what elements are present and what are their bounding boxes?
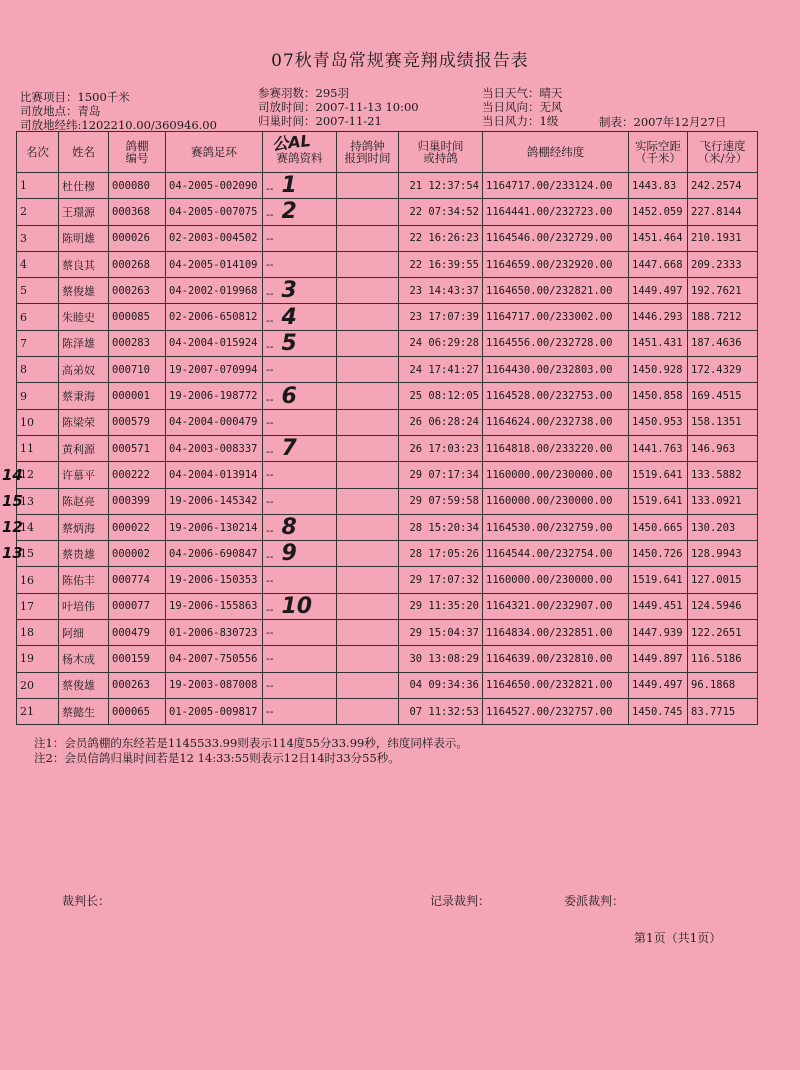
info-cell: -- xyxy=(263,672,337,698)
made-date-label: 制表：2007年12月27日 xyxy=(599,115,727,129)
coords-cell: 1164659.00/232920.00 xyxy=(483,251,629,277)
wind-direction-label: 当日风向：无风 xyxy=(482,100,563,114)
ring-cell: 04-2004-015924 xyxy=(166,330,263,356)
coords-cell: 1164639.00/232810.00 xyxy=(483,646,629,672)
speed-cell: 116.5186 xyxy=(688,646,758,672)
arrival-time-cell: 28 17:05:26 xyxy=(399,541,483,567)
coords-cell: 1164527.00/232757.00 xyxy=(483,698,629,724)
table-row xyxy=(17,646,758,672)
arrival-time-cell: 25 08:12:05 xyxy=(399,383,483,409)
rank-cell: 15 xyxy=(17,541,59,567)
ring-cell: 04-2004-000479 xyxy=(166,409,263,435)
clock-cell xyxy=(337,646,399,672)
info-cell: -- 10 xyxy=(263,593,337,619)
distance-cell: 1450.858 xyxy=(629,383,688,409)
speed-cell: 122.2651 xyxy=(688,620,758,646)
clock-cell xyxy=(337,593,399,619)
distance-cell: 1447.939 xyxy=(629,620,688,646)
coords-cell: 1164650.00/232821.00 xyxy=(483,672,629,698)
header-handwriting: 公AL xyxy=(271,131,312,154)
speed-cell: 210.1931 xyxy=(688,225,758,251)
info-cell: -- xyxy=(263,225,337,251)
notes xyxy=(34,736,468,766)
name-cell: 陈赵亮 xyxy=(59,488,109,514)
ring-cell: 19-2006-150353 xyxy=(166,567,263,593)
rank-cell: 19 xyxy=(17,646,59,672)
info-cell: -- xyxy=(263,620,337,646)
info-cell: -- xyxy=(263,488,337,514)
loft-cell: 000774 xyxy=(109,567,166,593)
distance-cell: 1451.431 xyxy=(629,330,688,356)
rank-cell: 8 xyxy=(17,357,59,383)
rank-cell: 13 xyxy=(17,488,59,514)
clock-cell xyxy=(337,225,399,251)
speed-cell: 83.7715 xyxy=(688,698,758,724)
report-title: 07秋青岛常规赛竞翔成绩报告表 xyxy=(271,51,529,71)
arrival-time-cell: 23 14:43:37 xyxy=(399,278,483,304)
left-handwriting-2: 15 xyxy=(2,492,23,510)
loft-cell: 000080 xyxy=(109,173,166,199)
rank-cell: 17 xyxy=(17,593,59,619)
distance-cell: 1446.293 xyxy=(629,304,688,330)
distance-cell: 1519.641 xyxy=(629,567,688,593)
loft-cell: 000710 xyxy=(109,357,166,383)
table-row xyxy=(17,330,758,356)
ring-cell: 04-2002-019968 xyxy=(166,278,263,304)
speed-cell: 96.1868 xyxy=(688,672,758,698)
wind-force-label: 当日风力：1级 xyxy=(482,114,559,128)
distance-cell: 1447.668 xyxy=(629,251,688,277)
chief-judge-label: 裁判长： xyxy=(62,894,111,908)
handwritten-rank: 3 xyxy=(281,278,297,304)
arrival-time-cell: 30 13:08:29 xyxy=(399,646,483,672)
name-cell: 陈梁荣 xyxy=(59,409,109,435)
info-cell: -- 2 xyxy=(263,199,337,225)
info-cell: -- xyxy=(263,357,337,383)
info-cell: -- 9 xyxy=(263,541,337,567)
info-cell: -- 1 xyxy=(263,173,337,199)
info-cell: -- 5 xyxy=(263,330,337,356)
speed-cell: 209.2333 xyxy=(688,251,758,277)
distance-cell: 1449.451 xyxy=(629,593,688,619)
rank-cell: 6 xyxy=(17,304,59,330)
table-row xyxy=(17,251,758,277)
rank-cell: 7 xyxy=(17,330,59,356)
distance-cell: 1450.745 xyxy=(629,698,688,724)
clock-cell xyxy=(337,304,399,330)
clock-cell xyxy=(337,173,399,199)
ring-cell: 04-2003-008337 xyxy=(166,435,263,461)
name-cell: 许慕平 xyxy=(59,462,109,488)
rank-cell: 10 xyxy=(17,409,59,435)
speed-cell: 172.4329 xyxy=(688,357,758,383)
loft-cell: 000268 xyxy=(109,251,166,277)
clock-cell xyxy=(337,541,399,567)
speed-cell: 127.0015 xyxy=(688,567,758,593)
header-clock: 持鸽钟 报到时间 xyxy=(337,132,399,173)
clock-cell xyxy=(337,672,399,698)
arrival-time-cell: 29 07:59:58 xyxy=(399,488,483,514)
distance-cell: 1443.83 xyxy=(629,173,688,199)
coords-cell: 1164650.00/232821.00 xyxy=(483,278,629,304)
loft-cell: 000026 xyxy=(109,225,166,251)
clock-cell xyxy=(337,278,399,304)
left-handwriting-4: 13 xyxy=(2,544,23,562)
info-cell: -- xyxy=(263,409,337,435)
release-place-label: 司放地点：青岛 xyxy=(20,104,101,118)
speed-cell: 146.963 xyxy=(688,435,758,461)
name-cell: 阿细 xyxy=(59,620,109,646)
results-table xyxy=(16,131,758,725)
rank-cell: 12 xyxy=(17,462,59,488)
ring-cell: 19-2006-145342 xyxy=(166,488,263,514)
table-row xyxy=(17,357,758,383)
ring-cell: 04-2004-013914 xyxy=(166,462,263,488)
arrival-time-cell: 22 16:39:55 xyxy=(399,251,483,277)
info-block-right xyxy=(482,86,563,128)
info-cell: -- 3 xyxy=(263,278,337,304)
speed-cell: 242.2574 xyxy=(688,173,758,199)
speed-cell: 188.7212 xyxy=(688,304,758,330)
loft-cell: 000368 xyxy=(109,199,166,225)
loft-cell: 000263 xyxy=(109,278,166,304)
arrival-time-cell: 29 17:07:32 xyxy=(399,567,483,593)
name-cell: 朱睦史 xyxy=(59,304,109,330)
name-cell: 蔡秉海 xyxy=(59,383,109,409)
table-row xyxy=(17,541,758,567)
header-distance: 实际空距 （千米） xyxy=(629,132,688,173)
coords-cell: 1164624.00/232738.00 xyxy=(483,409,629,435)
clock-cell xyxy=(337,514,399,540)
info-cell: -- 6 xyxy=(263,383,337,409)
loft-cell: 000283 xyxy=(109,330,166,356)
speed-cell: 128.9943 xyxy=(688,541,758,567)
weather-label: 当日天气：晴天 xyxy=(482,86,563,100)
clock-cell xyxy=(337,251,399,277)
speed-cell: 227.8144 xyxy=(688,199,758,225)
event-label: 比赛项目：1500千米 xyxy=(20,90,130,104)
info-cell: -- xyxy=(263,462,337,488)
left-handwriting-1: 14 xyxy=(2,466,23,484)
coords-cell: 1160000.00/230000.00 xyxy=(483,462,629,488)
distance-cell: 1450.953 xyxy=(629,409,688,435)
ring-cell: 02-2006-650812 xyxy=(166,304,263,330)
name-cell: 蔡俊雄 xyxy=(59,672,109,698)
distance-cell: 1449.497 xyxy=(629,278,688,304)
distance-cell: 1519.641 xyxy=(629,462,688,488)
handwritten-rank: 6 xyxy=(281,383,297,409)
header-arrival: 归巢时间 或持鸽 xyxy=(399,132,483,173)
distance-cell: 1452.059 xyxy=(629,199,688,225)
loft-cell: 000399 xyxy=(109,488,166,514)
loft-cell: 000579 xyxy=(109,409,166,435)
table-row xyxy=(17,514,758,540)
coords-cell: 1160000.00/230000.00 xyxy=(483,567,629,593)
distance-cell: 1450.665 xyxy=(629,514,688,540)
rank-cell: 11 xyxy=(17,435,59,461)
handwritten-rank: 5 xyxy=(281,330,297,356)
coords-cell: 1164441.00/232723.00 xyxy=(483,199,629,225)
coords-cell: 1164530.00/232759.00 xyxy=(483,514,629,540)
return-time-label: 归巢时间：2007-11-21 xyxy=(258,114,382,128)
name-cell: 陈佑丰 xyxy=(59,567,109,593)
name-cell: 杨木成 xyxy=(59,646,109,672)
coords-cell: 1164528.00/232753.00 xyxy=(483,383,629,409)
note-2: 注2：会员信鸽归巢时间若是12 14:33:55则表示12日14时33分55秒。 xyxy=(34,751,400,765)
handwritten-rank: 1 xyxy=(281,173,297,199)
ring-cell: 04-2006-690847 xyxy=(166,541,263,567)
loft-cell: 000479 xyxy=(109,620,166,646)
clock-cell xyxy=(337,357,399,383)
name-cell: 蔡炳海 xyxy=(59,514,109,540)
ring-cell: 04-2005-002090 xyxy=(166,173,263,199)
table-header-row xyxy=(17,132,758,173)
speed-cell: 158.1351 xyxy=(688,409,758,435)
name-cell: 黄利源 xyxy=(59,435,109,461)
arrival-time-cell: 22 16:26:23 xyxy=(399,225,483,251)
arrival-time-cell: 29 07:17:34 xyxy=(399,462,483,488)
arrival-time-cell: 24 17:41:27 xyxy=(399,357,483,383)
handwritten-rank: 2 xyxy=(281,199,297,225)
table-row xyxy=(17,620,758,646)
header-name: 姓名 xyxy=(59,132,109,173)
release-time-label: 司放时间：2007-11-13 10:00 xyxy=(258,100,419,114)
distance-cell: 1449.897 xyxy=(629,646,688,672)
rank-cell: 18 xyxy=(17,620,59,646)
coords-cell: 1164834.00/232851.00 xyxy=(483,620,629,646)
arrival-time-cell: 28 15:20:34 xyxy=(399,514,483,540)
table-row xyxy=(17,462,758,488)
arrival-time-cell: 07 11:32:53 xyxy=(399,698,483,724)
speed-cell: 169.4515 xyxy=(688,383,758,409)
ring-cell: 02-2003-004502 xyxy=(166,225,263,251)
rank-cell: 2 xyxy=(17,199,59,225)
ring-cell: 19-2006-198772 xyxy=(166,383,263,409)
loft-cell: 000159 xyxy=(109,646,166,672)
arrival-time-cell: 04 09:34:36 xyxy=(399,672,483,698)
table-row xyxy=(17,593,758,619)
rank-cell: 9 xyxy=(17,383,59,409)
speed-cell: 130.203 xyxy=(688,514,758,540)
info-cell: -- xyxy=(263,251,337,277)
header-speed: 飞行速度 （米/分） xyxy=(688,132,758,173)
speed-cell: 133.5882 xyxy=(688,462,758,488)
ring-cell: 04-2007-750556 xyxy=(166,646,263,672)
loft-cell: 000085 xyxy=(109,304,166,330)
handwritten-rank: 4 xyxy=(281,304,297,330)
name-cell: 蔡良其 xyxy=(59,251,109,277)
handwritten-rank: 10 xyxy=(281,593,313,619)
table-row xyxy=(17,304,758,330)
info-block-left xyxy=(20,90,217,132)
clock-cell xyxy=(337,462,399,488)
ring-cell: 04-2005-014109 xyxy=(166,251,263,277)
name-cell: 陈明雄 xyxy=(59,225,109,251)
distance-cell: 1451.464 xyxy=(629,225,688,251)
distance-cell: 1519.641 xyxy=(629,488,688,514)
header-rank: 名次 xyxy=(17,132,59,173)
name-cell: 王璟源 xyxy=(59,199,109,225)
info-cell: -- xyxy=(263,567,337,593)
coords-cell: 1164430.00/232803.00 xyxy=(483,357,629,383)
coords-cell: 1164544.00/232754.00 xyxy=(483,541,629,567)
speed-cell: 187.4636 xyxy=(688,330,758,356)
coords-cell: 1164818.00/233220.00 xyxy=(483,435,629,461)
table-row xyxy=(17,278,758,304)
table-row xyxy=(17,698,758,724)
table-row xyxy=(17,672,758,698)
ring-cell: 01-2006-830723 xyxy=(166,620,263,646)
clock-cell xyxy=(337,409,399,435)
arrival-time-cell: 24 06:29:28 xyxy=(399,330,483,356)
arrival-time-cell: 21 12:37:54 xyxy=(399,173,483,199)
arrival-time-cell: 29 11:35:20 xyxy=(399,593,483,619)
distance-cell: 1441.763 xyxy=(629,435,688,461)
distance-cell: 1449.497 xyxy=(629,672,688,698)
arrival-time-cell: 23 17:07:39 xyxy=(399,304,483,330)
name-cell: 杜仕穆 xyxy=(59,173,109,199)
clock-cell xyxy=(337,199,399,225)
name-cell: 蔡懿生 xyxy=(59,698,109,724)
arrival-time-cell: 26 06:28:24 xyxy=(399,409,483,435)
loft-cell: 000002 xyxy=(109,541,166,567)
ring-cell: 19-2003-087008 xyxy=(166,672,263,698)
recorder-judge-label: 记录裁判： xyxy=(430,894,491,908)
handwritten-rank: 9 xyxy=(281,541,297,567)
table-row xyxy=(17,383,758,409)
coords-cell: 1164546.00/232729.00 xyxy=(483,225,629,251)
table-row xyxy=(17,409,758,435)
ring-cell: 04-2005-007075 xyxy=(166,199,263,225)
rank-cell: 4 xyxy=(17,251,59,277)
name-cell: 叶培伟 xyxy=(59,593,109,619)
ring-cell: 01-2005-009817 xyxy=(166,698,263,724)
clock-cell xyxy=(337,567,399,593)
info-cell: -- 8 xyxy=(263,514,337,540)
loft-cell: 000022 xyxy=(109,514,166,540)
header-loft: 鸽棚 编号 xyxy=(109,132,166,173)
name-cell: 蔡俊雄 xyxy=(59,278,109,304)
loft-cell: 000222 xyxy=(109,462,166,488)
name-cell: 蔡贵雄 xyxy=(59,541,109,567)
note-1: 注1：会员鸽棚的东经若是1145533.99则表示114度55分33.99秒，纬度同样表示。 xyxy=(34,736,468,750)
coords-cell: 1164717.00/233002.00 xyxy=(483,304,629,330)
rank-cell: 20 xyxy=(17,672,59,698)
table-row xyxy=(17,488,758,514)
clock-cell xyxy=(337,698,399,724)
coords-cell: 1164556.00/232728.00 xyxy=(483,330,629,356)
handwritten-rank: 7 xyxy=(281,436,297,462)
assigned-judge-label: 委派裁判： xyxy=(564,894,625,908)
clock-cell xyxy=(337,488,399,514)
clock-cell xyxy=(337,620,399,646)
arrival-time-cell: 29 15:04:37 xyxy=(399,620,483,646)
rank-cell: 14 xyxy=(17,514,59,540)
header-ring: 赛鸽足环 xyxy=(166,132,263,173)
table-row xyxy=(17,435,758,461)
arrival-time-cell: 26 17:03:23 xyxy=(399,435,483,461)
table-row xyxy=(17,567,758,593)
rank-cell: 5 xyxy=(17,278,59,304)
ring-cell: 19-2007-070994 xyxy=(166,357,263,383)
coords-cell: 1164717.00/233124.00 xyxy=(483,173,629,199)
clock-cell xyxy=(337,330,399,356)
loft-cell: 000263 xyxy=(109,672,166,698)
page-number: 第1页（共1页） xyxy=(634,931,722,945)
distance-cell: 1450.928 xyxy=(629,357,688,383)
name-cell: 陈泽雄 xyxy=(59,330,109,356)
loft-cell: 000001 xyxy=(109,383,166,409)
loft-cell: 000571 xyxy=(109,435,166,461)
ring-cell: 19-2006-155863 xyxy=(166,593,263,619)
table-row xyxy=(17,225,758,251)
distance-cell: 1450.726 xyxy=(629,541,688,567)
coords-cell: 1160000.00/230000.00 xyxy=(483,488,629,514)
table-row xyxy=(17,199,758,225)
rank-cell: 1 xyxy=(17,173,59,199)
speed-cell: 124.5946 xyxy=(688,593,758,619)
clock-cell xyxy=(337,383,399,409)
release-coords-label: 司放地经纬:1202210.00/360946.00 xyxy=(20,118,217,132)
header-info: 赛鸽资料 xyxy=(263,132,337,173)
info-cell: -- xyxy=(263,646,337,672)
arrival-time-cell: 22 07:34:52 xyxy=(399,199,483,225)
loft-cell: 000065 xyxy=(109,698,166,724)
info-cell: -- xyxy=(263,698,337,724)
left-handwriting-3: 12 xyxy=(2,518,23,536)
rank-cell: 16 xyxy=(17,567,59,593)
handwritten-rank: 8 xyxy=(281,515,297,540)
header-coords: 鸽棚经纬度 xyxy=(483,132,629,173)
info-cell: -- 7 xyxy=(263,435,337,461)
info-block-middle xyxy=(258,86,419,128)
table-row xyxy=(17,173,758,199)
ring-cell: 19-2006-130214 xyxy=(166,514,263,540)
name-cell: 高弟奴 xyxy=(59,357,109,383)
rank-cell: 21 xyxy=(17,698,59,724)
rank-cell: 3 xyxy=(17,225,59,251)
info-cell: -- 4 xyxy=(263,304,337,330)
clock-cell xyxy=(337,435,399,461)
bird-count-label: 参赛羽数：295羽 xyxy=(258,86,349,100)
coords-cell: 1164321.00/232907.00 xyxy=(483,593,629,619)
speed-cell: 192.7621 xyxy=(688,278,758,304)
loft-cell: 000077 xyxy=(109,593,166,619)
speed-cell: 133.0921 xyxy=(688,488,758,514)
